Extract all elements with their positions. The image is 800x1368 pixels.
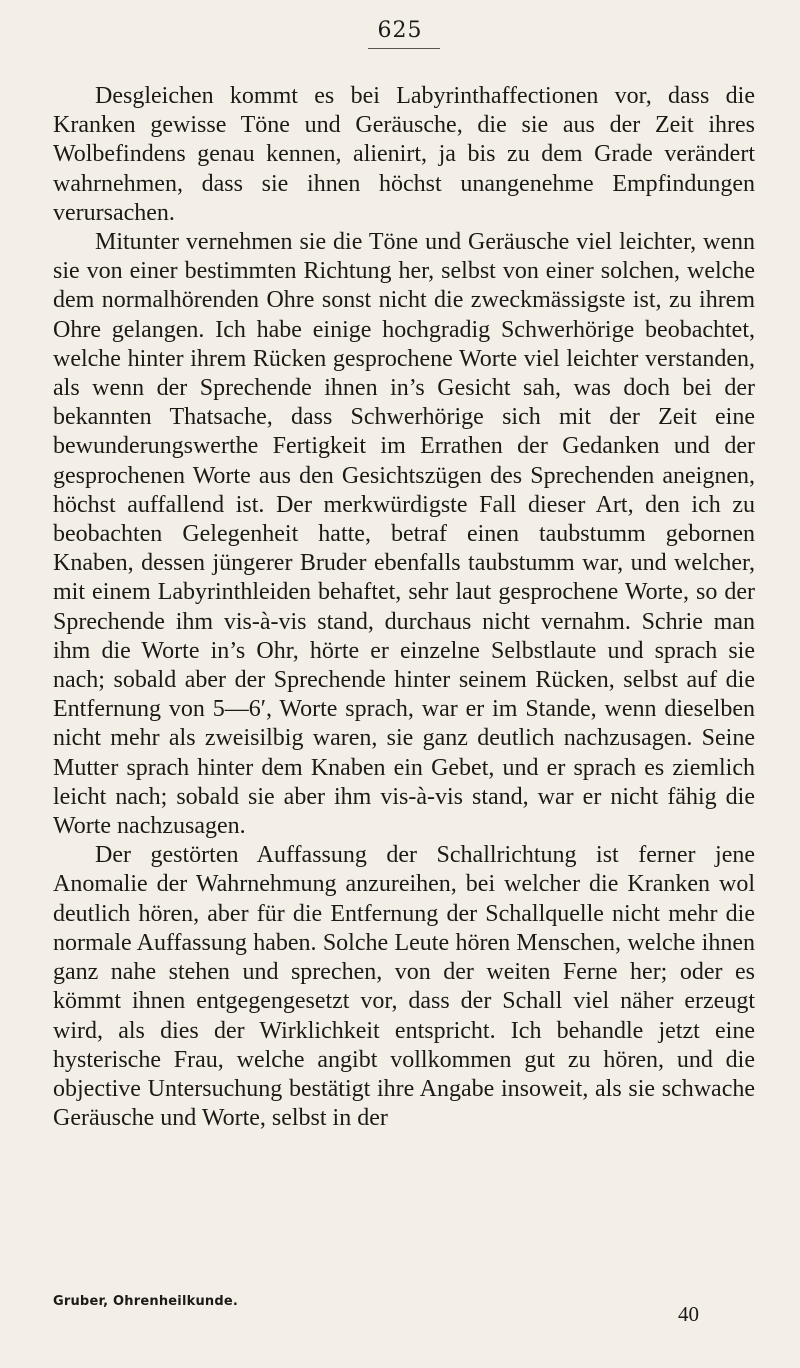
- paragraph: Der gestörten Auffassung der Schallrichtung ist ferner jene Anomalie der Wahrnehmung anzureihen, bei welcher die Kranken wol deutlich hören, aber für die Entfernung der Schallquelle nicht mehr die normale Auffassung haben. Solche Leute hören Menschen, welche ihnen ganz nahe stehen und sprechen, von der weiten Ferne her; oder es kömmt ihnen entgegengesetzt vor, dass der Schall viel näher erzeugt wird, als dies der Wirklichkeit entspricht. Ich behandle jetzt eine hysterische Frau, welche angibt vollkommen gut zu hören, und die objective Untersuchung bestätigt ihre Angabe insoweit, als sie schwache Geräusche und Worte, selbst in der: [53, 842, 755, 1132]
- page-number: 625: [377, 18, 423, 43]
- page-footer: [53, 1294, 755, 1344]
- footer-signature: Gruber, Ohrenheilkunde.: [53, 1294, 239, 1309]
- paragraph: Mitunter vernehmen sie die Töne und Geräusche viel leichter, wenn sie von einer bestimmten Richtung her, selbst von einer solchen, welche dem normalhörenden Ohre sonst nicht die zweckmässigste ist, zu ihrem Ohre gelangen. Ich habe einige hochgradig Schwerhörige beobachtet, welche hinter ihrem Rücken gesprochene Worte viel leichter verstanden, als wenn der Sprechende ihnen in’s Gesicht sah, was doch bei der bekannten Thatsache, dass Schwerhörige sich mit der Zeit eine bewunderungswerthe Fertigkeit im Errathen der Gedanken und der gesprochenen Worte aus den Gesichtszügen des Sprechenden aneignen, höchst auffallend ist. Der merkwürdigste Fall dieser Art, den ich zu beobachten Gelegenheit hatte, betraf einen taubstumm gebornen Knaben, dessen jüngerer Bruder ebenfalls taubstumm war, und welcher, mit einem Labyrinthleiden behaftet, sehr laut gesprochene Worte, so der Sprechende ihm vis-à-vis stand, durchaus nicht vernahm. Schrie man ihm die Worte in’s Ohr, hörte er einzelne Selbstlaute und sprach sie nach; sobald aber der Sprechende hinter seinem Rücken, selbst auf die Entfernung von 5—6′, Worte sprach, war er im Stande, wenn dieselben nicht mehr als zweisilbig waren, sie ganz deutlich nachzusagen. Seine Mutter sprach hinter dem Knaben ein Gebet, und er sprach es ziemlich leicht nach; sobald sie aber ihm vis-à-vis stand, war er nicht fähig die Worte nachzusagen.: [53, 229, 755, 840]
- sheet-number: 40: [678, 1302, 699, 1326]
- body-text: [53, 82, 755, 1133]
- paragraph: Desgleichen kommt es bei Labyrinthaffectionen vor, dass die Kranken gewisse Töne und Geräusche, die sie aus der Zeit ihres Wolbefindens genau kennen, alienirt, ja bis zu dem Grade verändert wahrnehmen, dass sie ihnen höchst unangenehme Empfindungen verursachen.: [53, 83, 755, 226]
- page-number-underline: [368, 48, 440, 49]
